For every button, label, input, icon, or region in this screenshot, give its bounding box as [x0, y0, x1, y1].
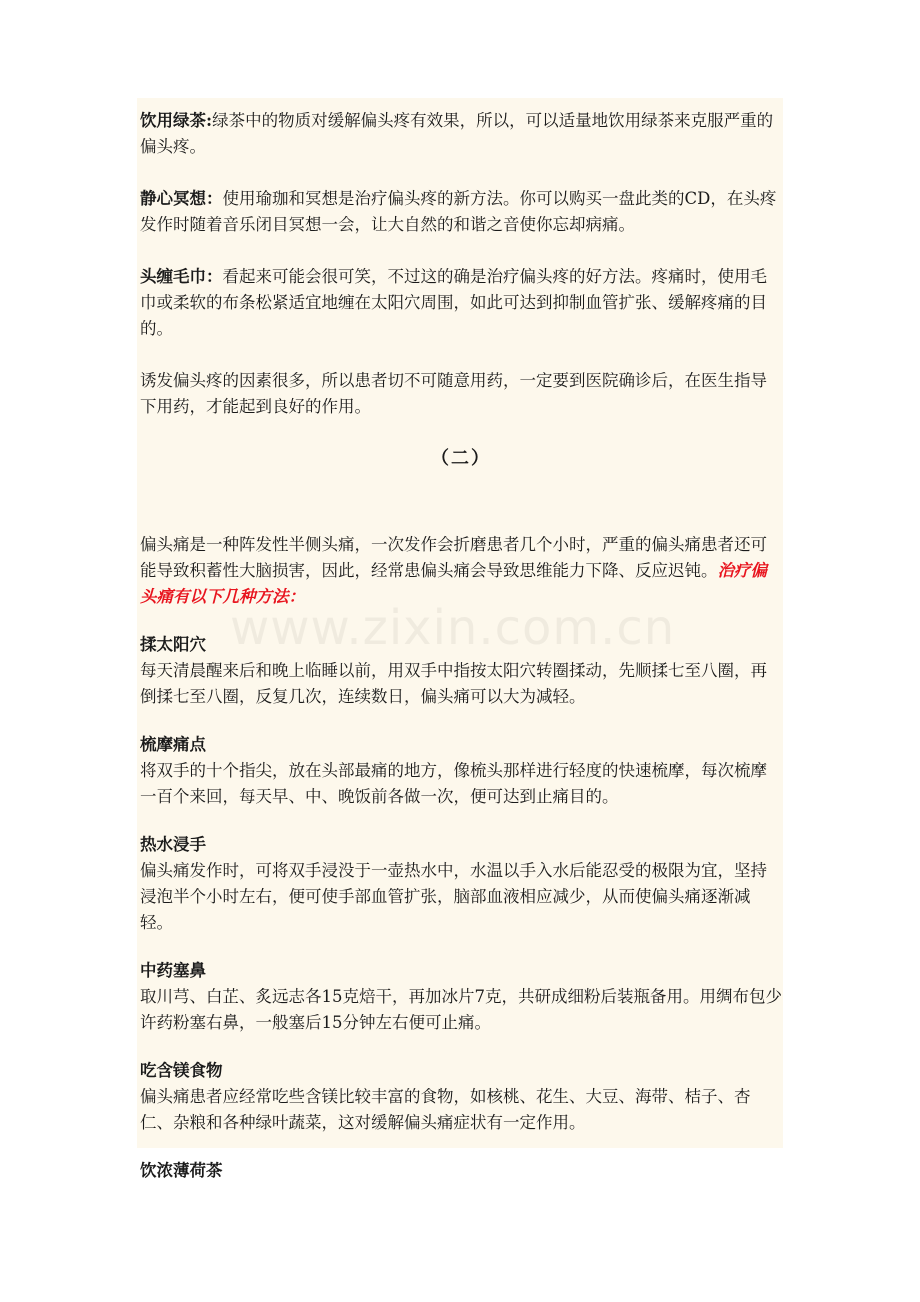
intro-note: 诱发偏头疼的因素很多，所以患者切不可随意用药，一定要到医院确诊后，在医生指导下用药，才能起到良好的作用。 — [140, 371, 767, 416]
method-text: 偏头痛患者应经常吃些含镁比较丰富的食物，如核桃、花生、大豆、海带、桔子、杏仁、杂粮和各种绿叶蔬菜，这对缓解偏头痛症状有一定作用。 — [140, 1087, 751, 1132]
method-title: 梳摩痛点 — [140, 735, 206, 754]
method-block — [140, 632, 782, 710]
method-block — [140, 1058, 782, 1136]
lead-text: 偏头痛是一种阵发性半侧头痛，一次发作会折磨患者几个小时，严重的偏头痛患者还可能导致积蓄性大脑损害，因此，经常患偏头痛会导致思维能力下降、反应迟钝。 — [140, 535, 767, 580]
method-block — [140, 1158, 782, 1184]
lead-highlight: 治疗偏头痛有以下几种方法： — [140, 561, 767, 606]
intro-item-title: 头缠毛巾： — [140, 267, 223, 286]
document-body — [140, 108, 782, 1184]
intro-item-green-tea — [140, 108, 782, 160]
method-title: 饮浓薄荷茶 — [140, 1161, 223, 1180]
method-block — [140, 732, 782, 810]
method-title: 热水浸手 — [140, 835, 206, 854]
method-text: 取川芎、白芷、炙远志各15克焙干，再加冰片7克，共研成细粉后装瓶备用。用绸布包少许药粉塞右鼻，一般塞后15分钟左右便可止痛。 — [140, 987, 782, 1032]
method-title: 揉太阳穴 — [140, 635, 206, 654]
intro-item-text: 看起来可能会很可笑，不过这的确是治疗偏头疼的好方法。疼痛时，使用毛巾或柔软的布条松紧适宜地缠在太阳穴周围，如此可达到抑制血管扩张、缓解疼痛的目的。 — [140, 267, 767, 338]
watermark: www.zixin.com.cn — [230, 600, 676, 656]
method-block — [140, 832, 782, 936]
intro-item-towel — [140, 264, 782, 342]
intro-item-title: 饮用绿茶: — [140, 111, 213, 130]
intro-item-title: 静心冥想： — [140, 189, 223, 208]
intro-item-meditation — [140, 186, 782, 238]
method-text: 偏头痛发作时，可将双手浸没于一壶热水中，水温以手入水后能忍受的极限为宜，坚持浸泡半个小时左右，便可使手部血管扩张，脑部血液相应减少，从而使偏头痛逐渐减轻。 — [140, 861, 767, 932]
method-title: 吃含镁食物 — [140, 1061, 223, 1080]
lead-paragraph — [140, 532, 782, 610]
intro-item-text: 使用瑜珈和冥想是治疗偏头疼的新方法。你可以购买一盘此类的CD，在头疼发作时随着音乐闭目冥想一会，让大自然的和谐之音使你忘却病痛。 — [140, 189, 777, 234]
method-text: 将双手的十个指尖，放在头部最痛的地方，像梳头那样进行轻度的快速梳摩，每次梳摩一百个来回，每天早、中、晚饭前各做一次，便可达到止痛目的。 — [140, 761, 767, 806]
method-block — [140, 958, 782, 1036]
method-title: 中药塞鼻 — [140, 961, 206, 980]
method-text: 每天清晨醒来后和晚上临睡以前，用双手中指按太阳穴转圈揉动，先顺揉七至八圈，再倒揉七至八圈，反复几次，连续数日，偏头痛可以大为减轻。 — [140, 661, 767, 706]
section-title: （二） — [431, 448, 491, 469]
intro-item-text: 绿茶中的物质对缓解偏头疼有效果，所以，可以适量地饮用绿茶来克服严重的偏头疼。 — [140, 111, 774, 156]
